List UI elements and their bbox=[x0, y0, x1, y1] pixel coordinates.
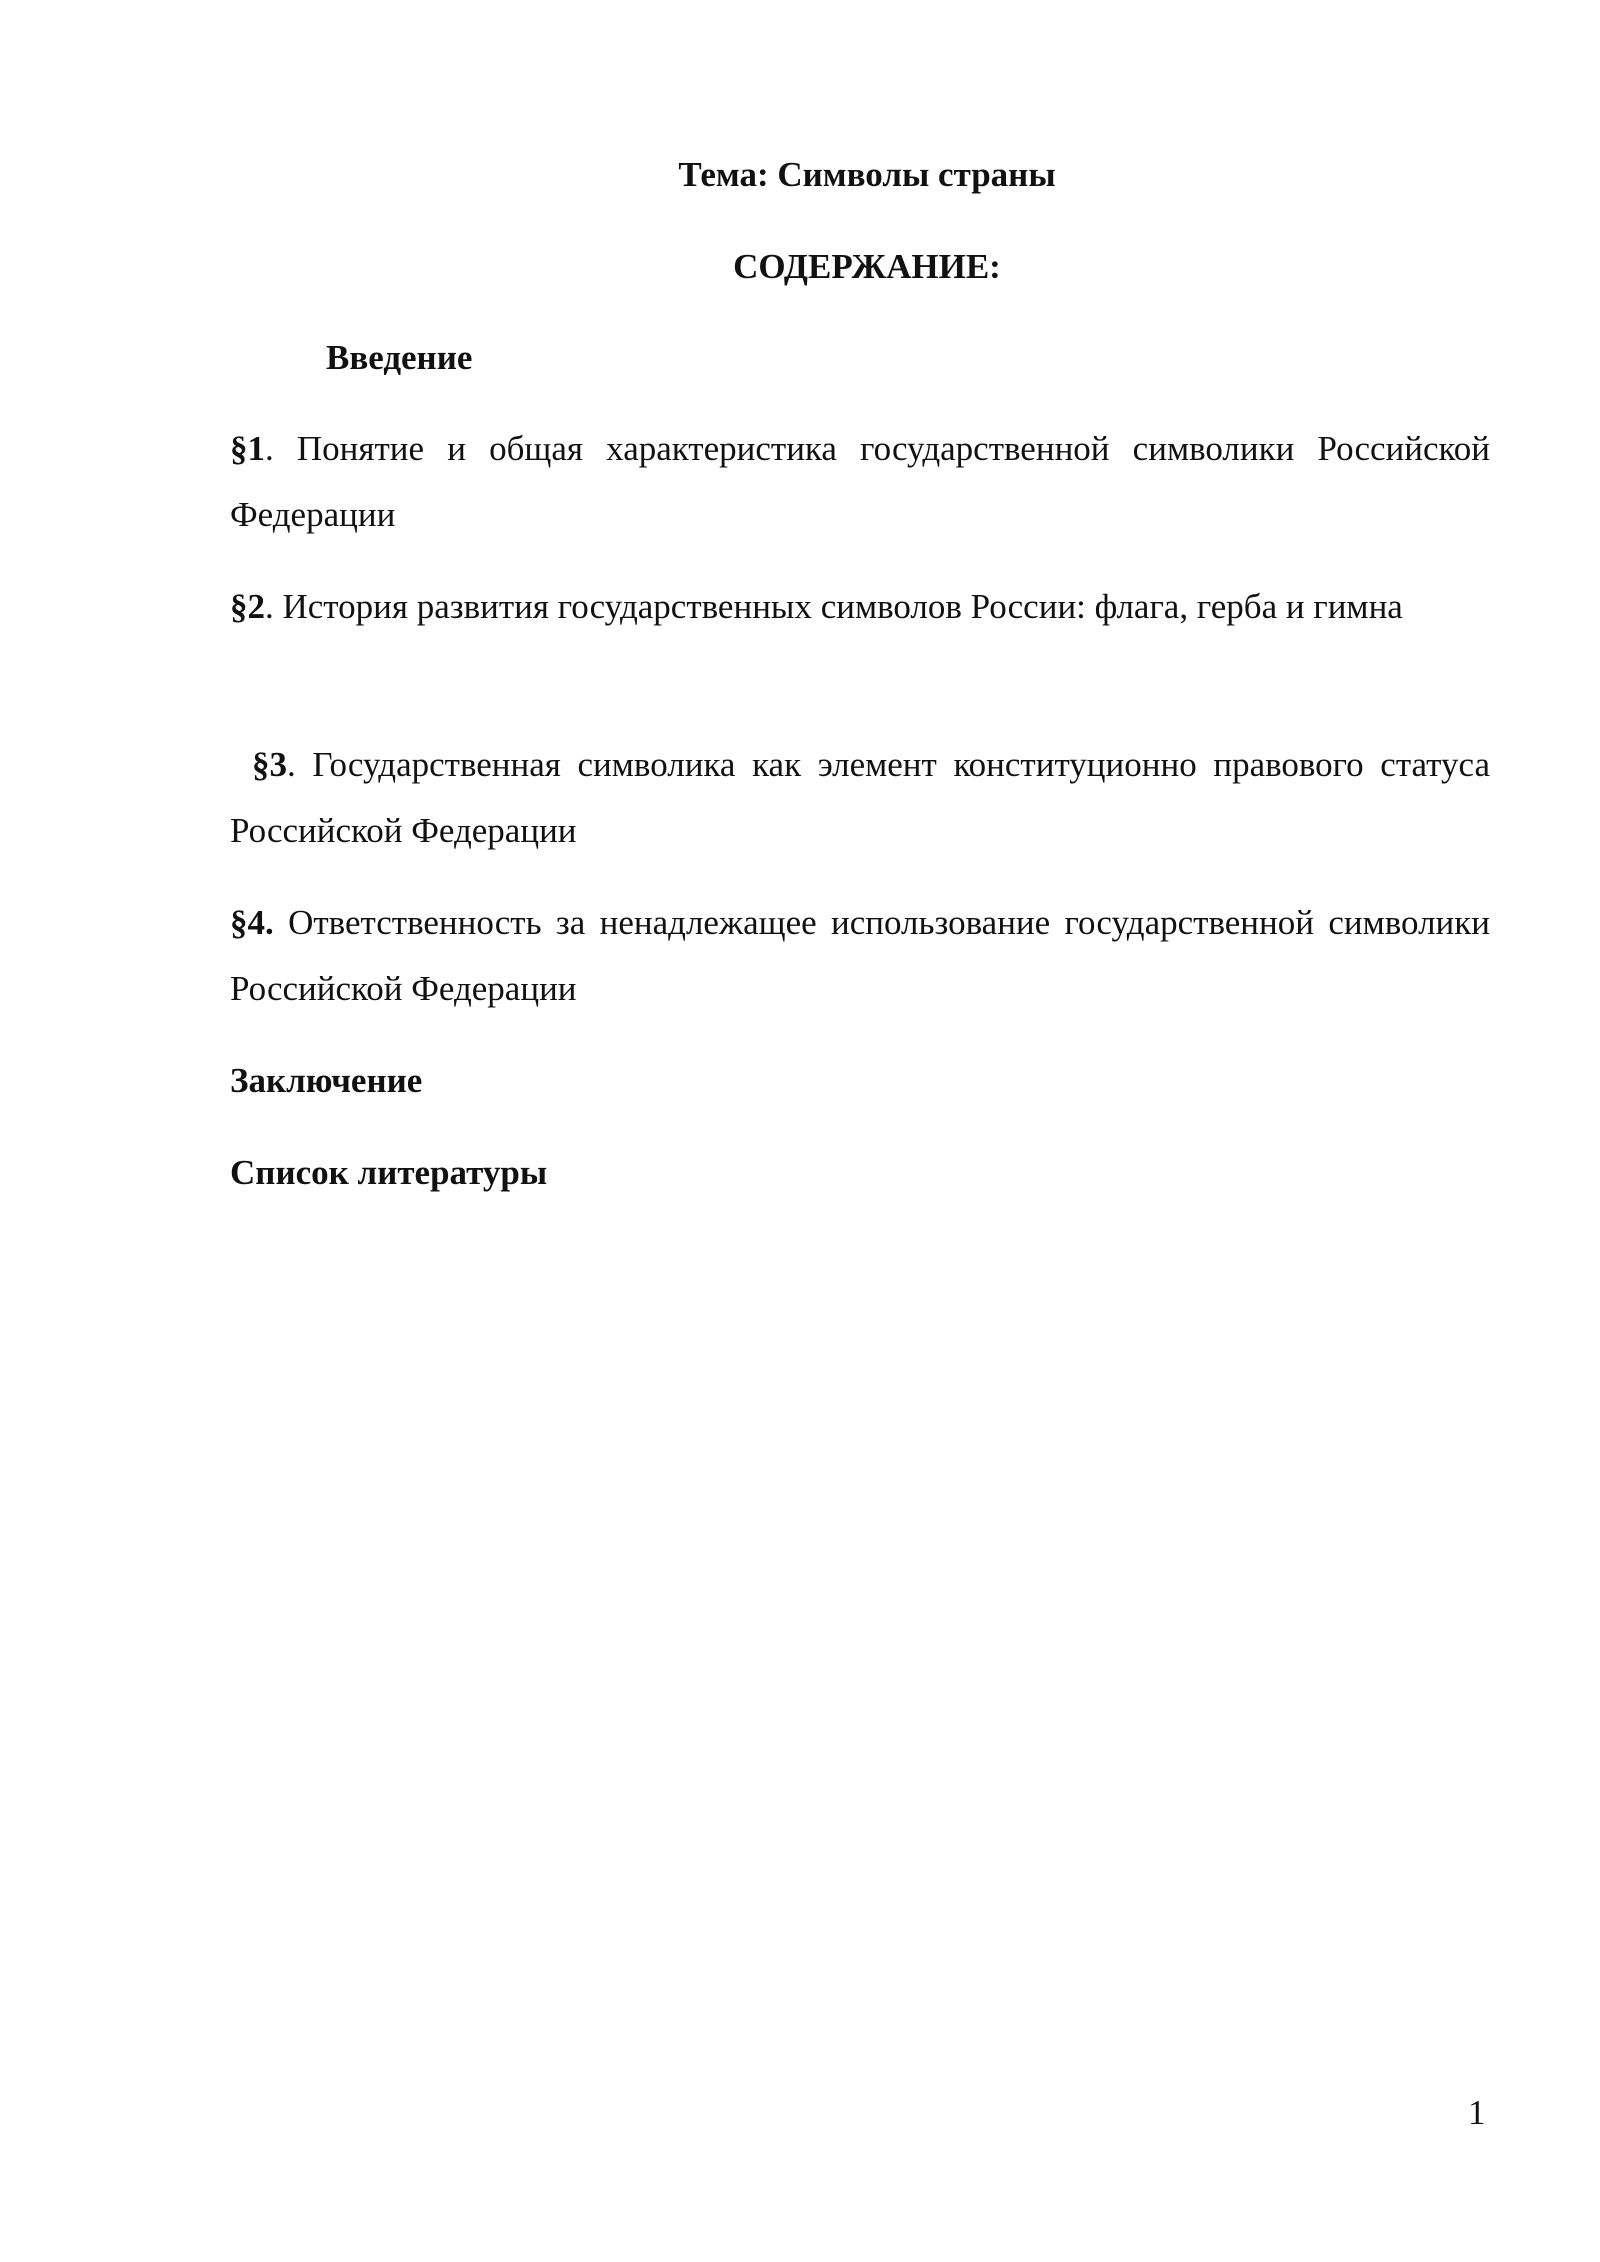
section-3-text: . Государственная символика как элемент конституционно правового статуса Российской Федерации bbox=[230, 745, 1490, 850]
toc-entry-section-1 bbox=[230, 416, 1490, 548]
section-2-marker: §2 bbox=[230, 587, 265, 626]
toc-entry-bibliography-label: Список литературы bbox=[230, 1153, 548, 1192]
section-1-text: . Понятие и общая характеристика государственной символики Российской Федерации bbox=[230, 429, 1490, 534]
section-1-marker: §1 bbox=[230, 429, 265, 468]
toc-entry-section-3 bbox=[230, 732, 1490, 864]
toc-entry-section-2 bbox=[230, 574, 1490, 640]
toc-entry-bibliography bbox=[230, 1140, 1490, 1206]
toc-entry-introduction bbox=[230, 325, 1490, 391]
toc-entry-conclusion-label: Заключение bbox=[230, 1061, 423, 1100]
page-number: 1 bbox=[1468, 2093, 1486, 2132]
toc-heading: СОДЕРЖАНИЕ: bbox=[733, 247, 1001, 286]
section-2-text: . История развития государственных символов России: флага, герба и гимна bbox=[265, 587, 1403, 626]
toc-entry-introduction-label: Введение bbox=[326, 338, 473, 377]
toc-entry-section-4 bbox=[230, 890, 1490, 1022]
section-4-marker: §4. bbox=[230, 903, 274, 942]
section-3-marker: §3 bbox=[252, 745, 287, 784]
section-4-text: Ответственность за ненадлежащее использование государственной символики Российской Федерации bbox=[230, 903, 1490, 1008]
document-title: Тема: Символы страны bbox=[678, 155, 1056, 194]
toc-entry-conclusion bbox=[230, 1048, 1490, 1114]
